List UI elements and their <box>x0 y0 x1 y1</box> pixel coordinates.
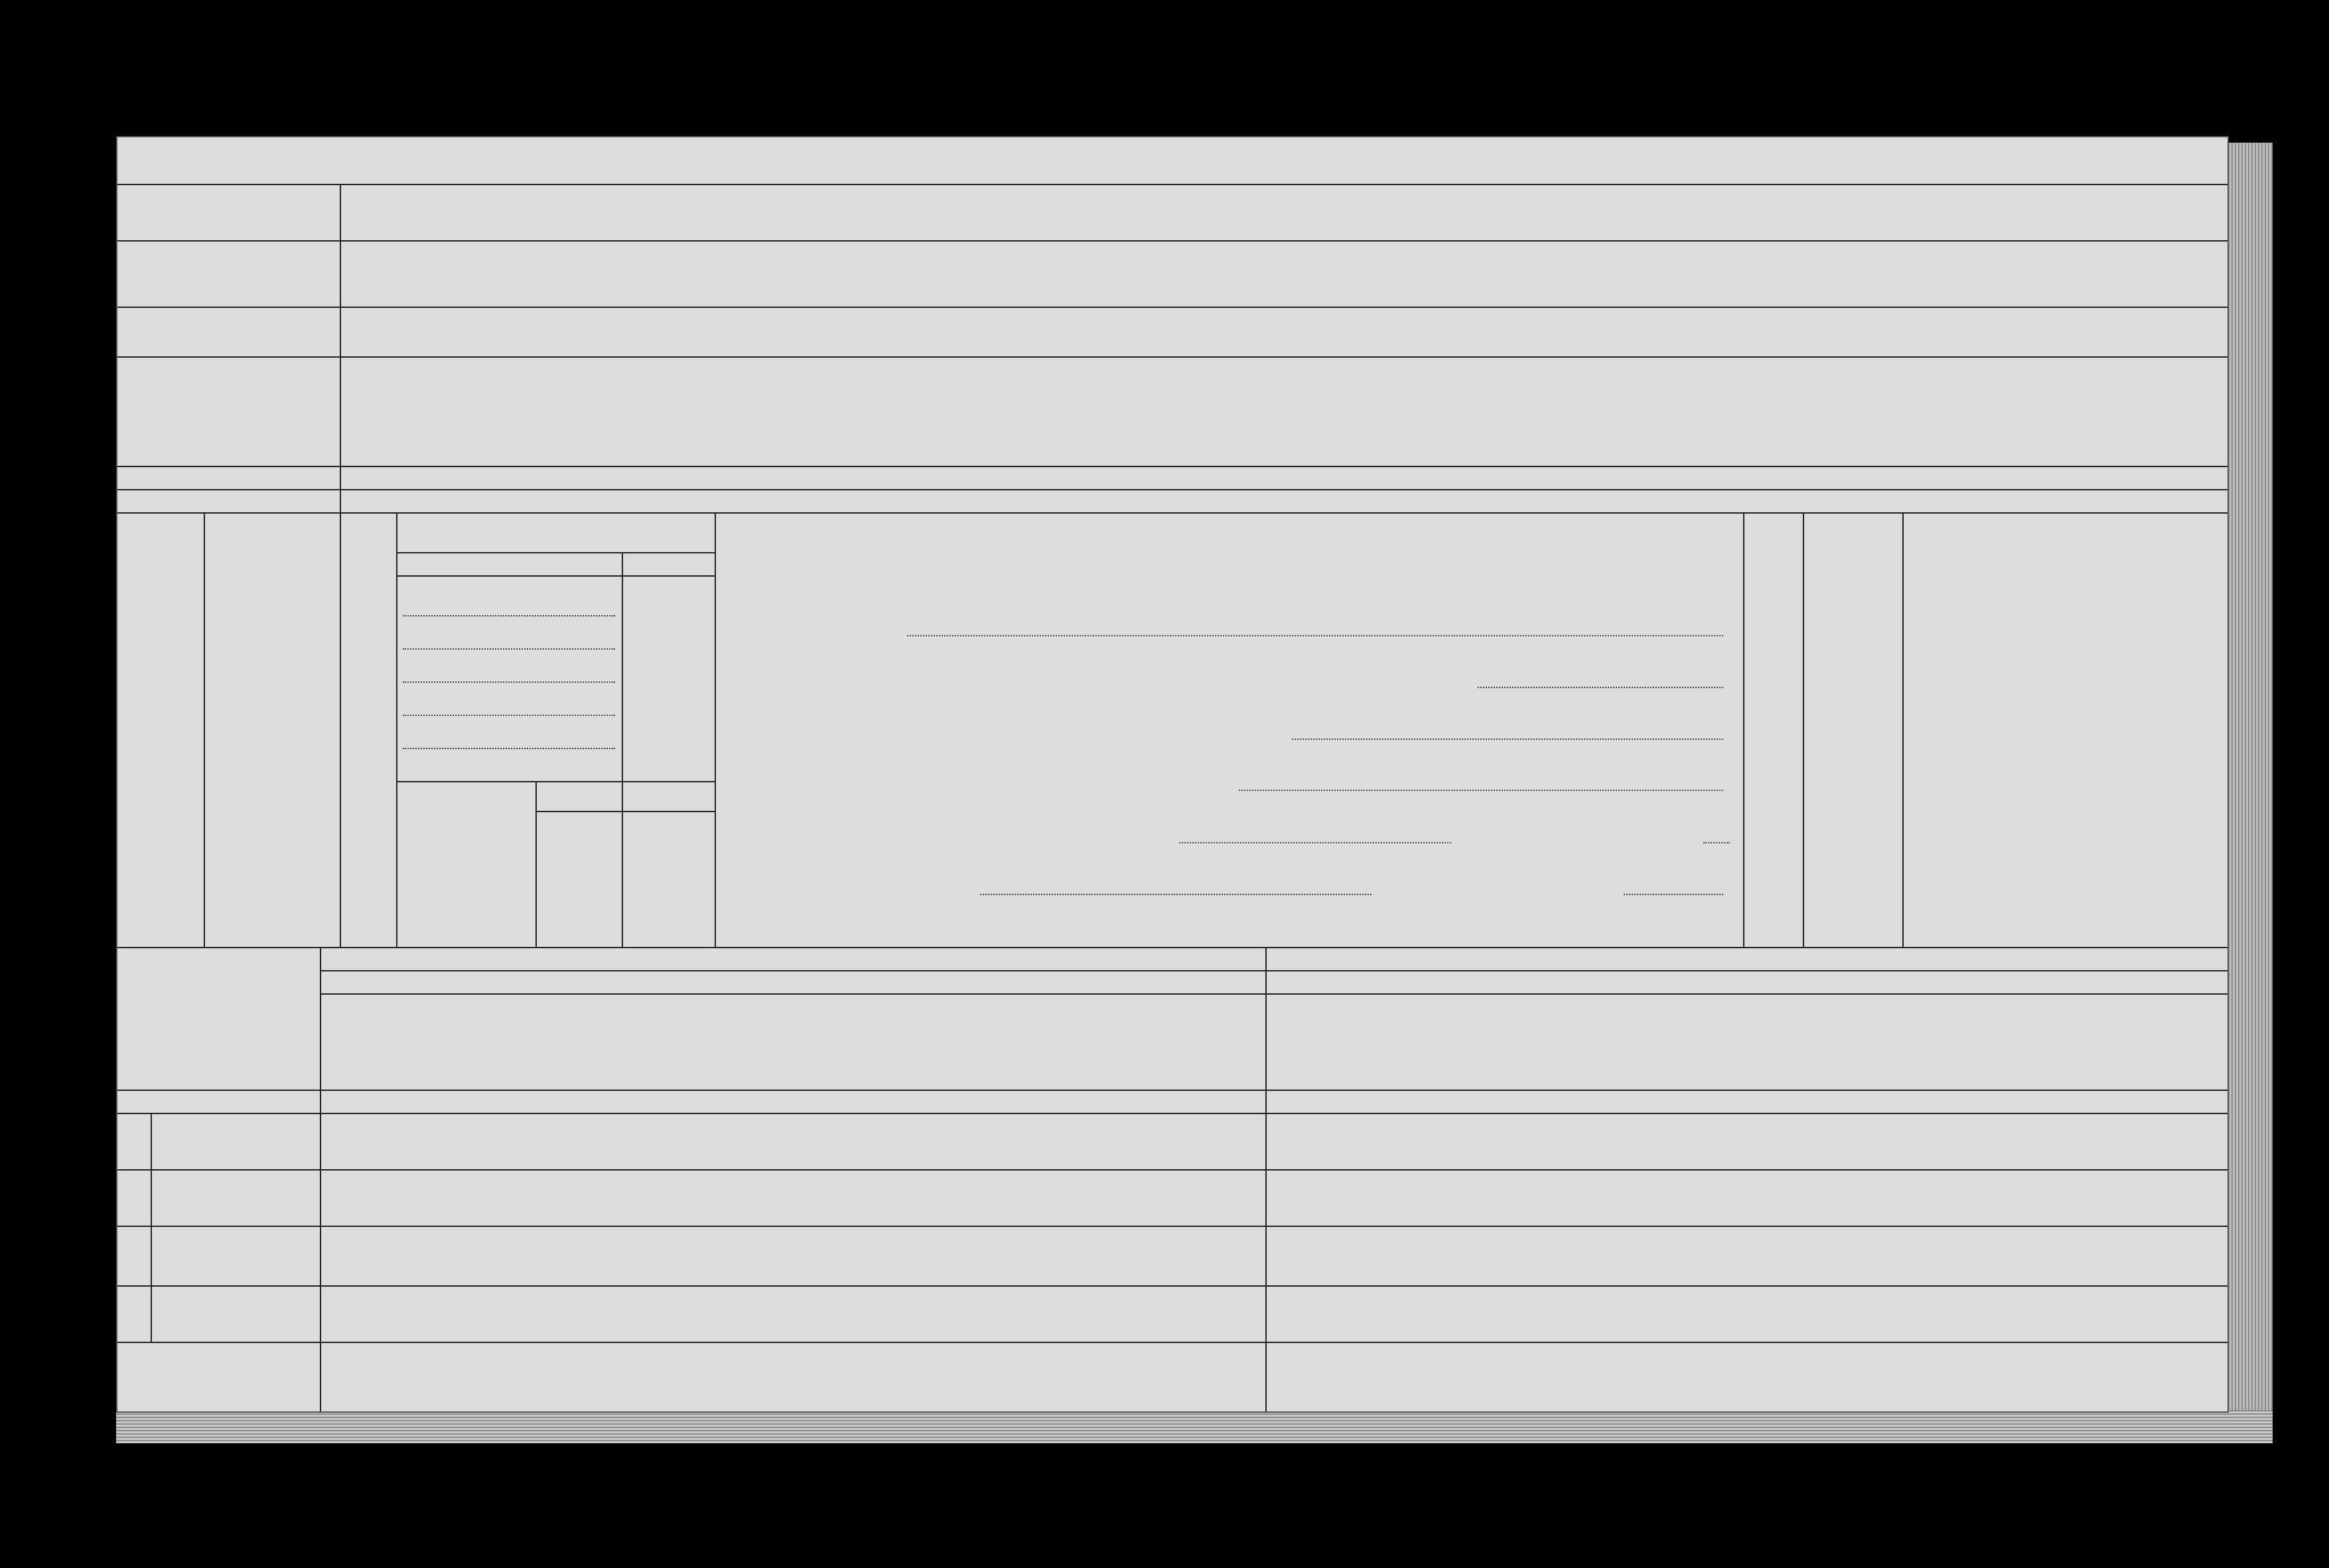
page-stack-edge <box>2226 143 2273 1437</box>
census-card <box>116 136 2229 1413</box>
page-stack-bottom <box>116 1410 2273 1443</box>
